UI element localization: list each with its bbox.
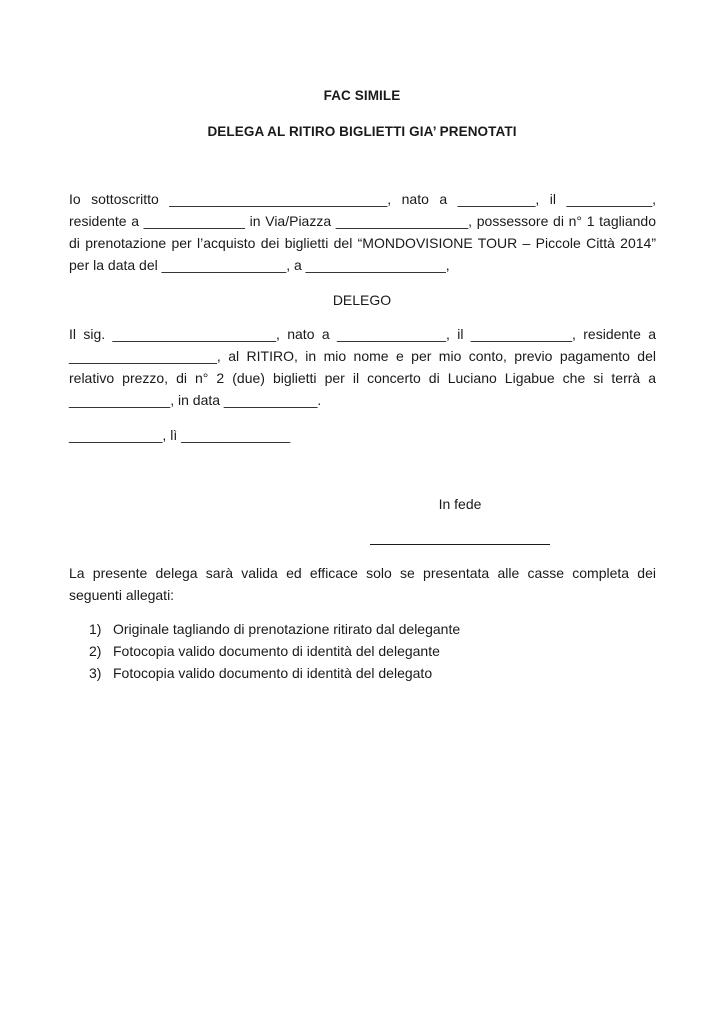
list-item-text: Fotocopia valido documento di identità del delegato xyxy=(113,665,433,681)
list-item xyxy=(89,662,649,684)
validity-note: La presente delega sarà valida ed efficace solo se presentata alle casse completa dei seguenti allegati: xyxy=(69,565,656,603)
in-fede-label: In fede xyxy=(438,496,482,512)
list-item xyxy=(89,640,649,662)
delegate-paragraph: Il sig. _____________________, nato a ______________, il _____________, residente a ___________________, al RITIRO, in mio nome e per mio conto, previo pagamento del relativo prezzo, di n° 2 (due) biglietti per il concerto di Luciano Ligabue che si terrà a _____________, in data ____________. xyxy=(69,326,656,408)
place-date-line: ____________, lì ______________ xyxy=(69,427,291,443)
intro-paragraph: Io sottoscritto ____________________________, nato a __________, il ___________, residente a _____________ in Via/Piazza _________________, possessore di n° 1 tagliando di prenotazione per l’acquisto dei biglietti del “MONDOVISIONE TOUR – Piccole Città 2014” per la data del ________________, a __________________, xyxy=(69,191,656,273)
delego-heading: DELEGO xyxy=(332,292,392,308)
attachments-list xyxy=(89,618,649,684)
signature-line xyxy=(370,544,550,545)
list-item-number: 3) xyxy=(89,665,102,681)
list-item-text: Fotocopia valido documento di identità del delegante xyxy=(113,643,440,659)
list-item xyxy=(89,618,649,640)
list-item-number: 2) xyxy=(89,643,102,659)
document-subtitle: DELEGA AL RITIRO BIGLIETTI GIA’ PRENOTATI xyxy=(207,124,517,139)
list-item-text: Originale tagliando di prenotazione ritirato dal delegante xyxy=(113,621,461,637)
list-item-number: 1) xyxy=(89,621,102,637)
document-title: FAC SIMILE xyxy=(323,88,401,103)
